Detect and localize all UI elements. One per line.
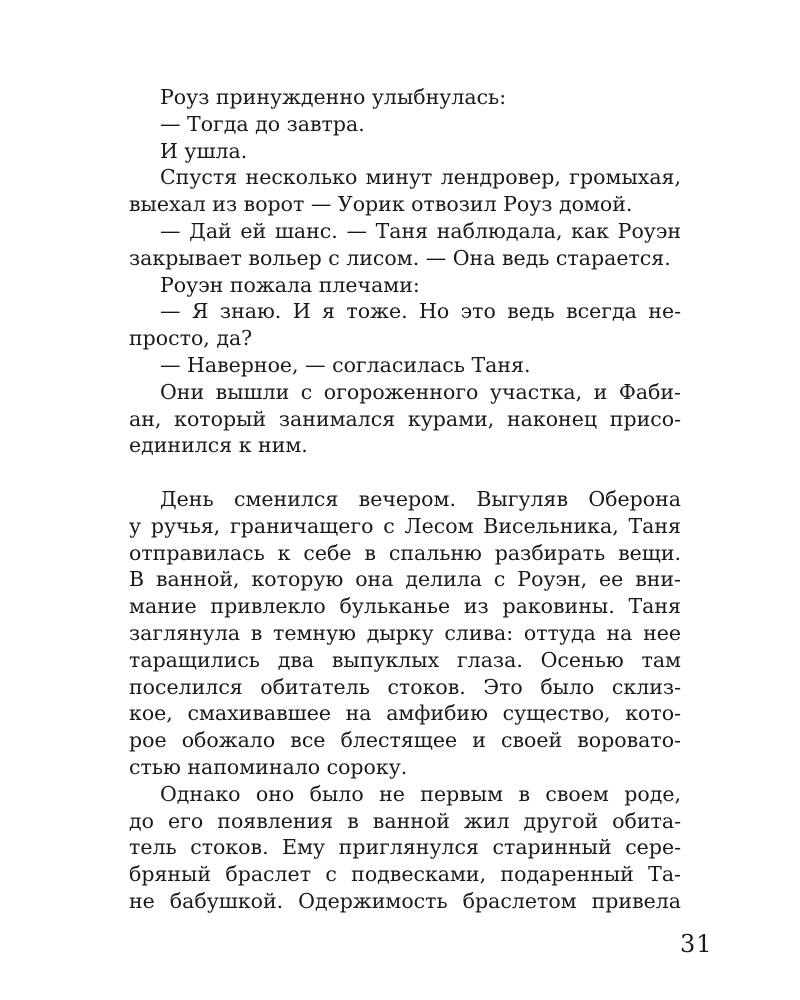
text-line: И ушла. [160,138,248,163]
text-line: бряный браслет с подвесками, подаренный Та- [129,862,681,887]
text-line: кое, смахивавшее на амфибию существо, кото- [129,701,681,726]
text-line: — Я знаю. И я тоже. Но это ведь всегда не- [160,299,681,324]
text-line: не бабушкой. Одержимость браслетом привела [129,888,681,913]
text-line: заглянула в темную дырку слива: оттуда на нее [129,620,681,645]
text-line: отправилась к себе в спальню разбирать вещи. [129,540,681,565]
paragraph [129,352,681,379]
paragraph [129,781,681,915]
text-line: выехал из ворот — Уорик отвозил Роуз домой. [129,192,633,217]
text-line: Роуэн пожала плечами: [160,272,420,297]
text-line: мание привлекло бульканье из раковины. Таня [129,594,681,619]
paragraph [129,272,681,299]
paragraph [129,138,681,165]
page-number: 31 [680,930,713,958]
body-text [129,84,681,915]
paragraph [129,84,681,111]
text-line: — Тогда до завтра. [160,111,365,136]
text-line: Они вышли с огороженного участка, и Фаби- [160,379,681,404]
text-line: рое обожало все блестящее и своей воровато- [129,728,681,753]
text-line: таращились два выпуклых глаза. Осенью там [129,647,681,672]
paragraph [129,164,681,218]
text-line: Роуз принужденно улыбнулась: [160,85,507,109]
text-line: День сменился вечером. Выгуляв Оберона [160,486,681,511]
text-line: Спустя несколько минут лендровер, громыхая, [160,165,681,190]
paragraph [129,298,681,352]
paragraph [129,486,681,781]
text-line: стью напоминало сороку. [129,754,408,779]
text-line: поселился обитатель стоков. Это было склиз- [129,674,681,699]
text-line: закрывает вольер с лисом. — Она ведь старается. [129,245,671,270]
text-line: единился к ним. [129,433,308,458]
section-break [129,459,681,486]
text-line: — Дай ей шанс. — Таня наблюдала, как Роуэн [160,218,681,243]
paragraph [129,111,681,138]
text-line: — Наверное, — согласилась Таня. [160,352,531,377]
text-line: тель стоков. Ему приглянулся старинный сере- [129,835,681,860]
text-line: Однако оно было не первым в своем роде, [160,781,681,806]
text-line: ан, который занимался курами, наконец присо- [129,406,681,431]
text-line: просто, да? [129,326,253,351]
paragraph [129,218,681,272]
text-line: до его появления в ванной жил другой обита- [129,808,681,833]
paragraph [129,379,681,459]
text-line: у ручья, граничащего с Лесом Висельника, Таня [129,513,681,538]
text-line: В ванной, которую она делила с Роуэн, ее вни- [129,567,681,592]
